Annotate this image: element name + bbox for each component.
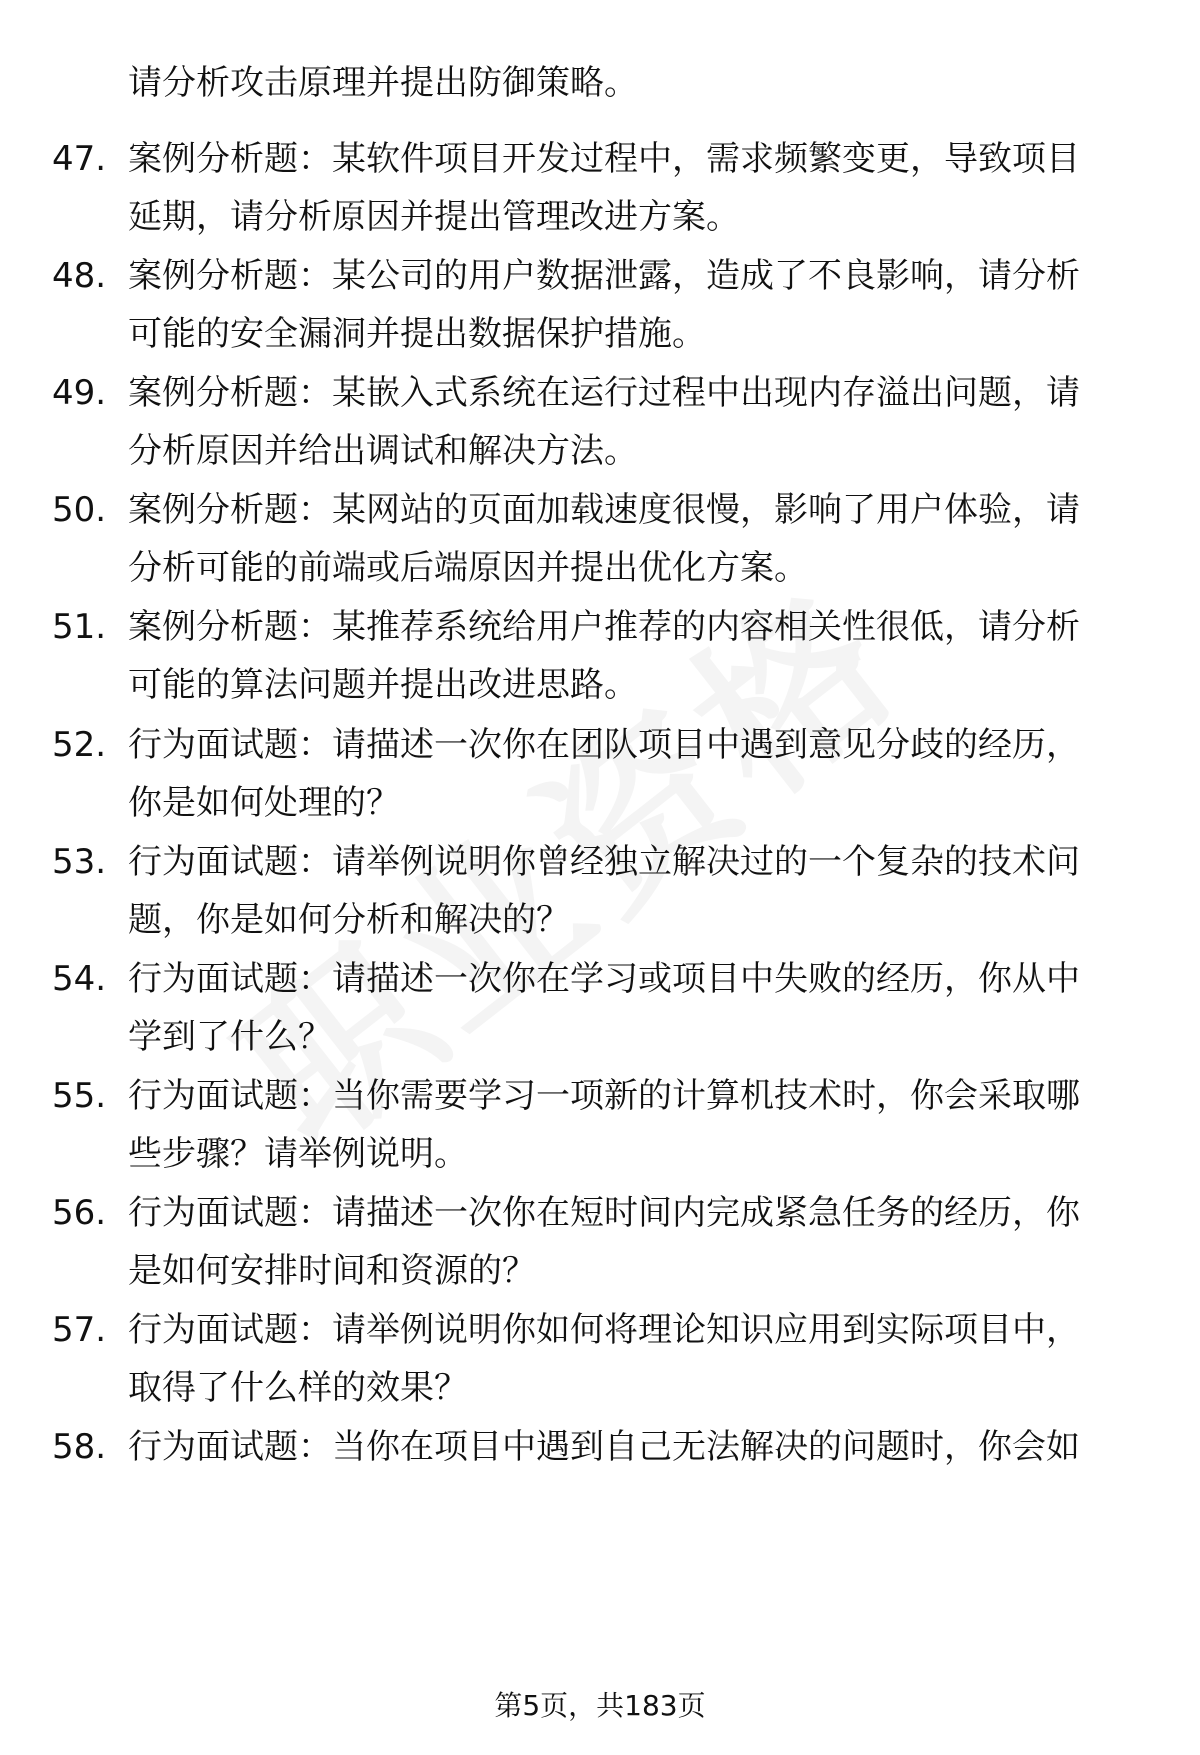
question-line: 行为面试题：请描述一次你在团队项目中遇到意见分歧的经历， (128, 725, 1080, 765)
question-line: 可能的算法问题并提出改进思路。 (128, 665, 638, 705)
question-line: 你是如何处理的？ (128, 783, 400, 823)
question-text (128, 1301, 1138, 1417)
question-text (128, 1184, 1138, 1300)
question-line: 行为面试题：请举例说明你曾经独立解决过的一个复杂的技术问 (128, 842, 1080, 882)
question-line: 分析可能的前端或后端原因并提出优化方案。 (128, 548, 808, 588)
question-line: 案例分析题：某嵌入式系统在运行过程中出现内存溢出问题，请 (128, 373, 1080, 413)
question-number: 49. (52, 373, 107, 413)
question-text (128, 1418, 1138, 1476)
question-number: 51. (52, 607, 107, 647)
question-text (128, 950, 1138, 1066)
question-line: 分析原因并给出调试和解决方法。 (128, 431, 638, 471)
question-text (128, 833, 1138, 949)
question-number: 50. (52, 490, 107, 530)
question-number: 58. (52, 1427, 107, 1467)
question-text (128, 598, 1138, 714)
question-line: 题，你是如何分析和解决的？ (128, 900, 570, 940)
question-number: 54. (52, 959, 107, 999)
question-line: 案例分析题：某推荐系统给用户推荐的内容相关性很低，请分析 (128, 607, 1080, 647)
question-line: 取得了什么样的效果？ (128, 1368, 468, 1408)
question-line: 学到了什么？ (128, 1017, 332, 1057)
continued-question-text: 请分析攻击原理并提出防御策略。 (128, 63, 638, 103)
question-line: 行为面试题：当你在项目中遇到自己无法解决的问题时，你会如 (128, 1427, 1080, 1467)
question-line: 是如何安排时间和资源的？ (128, 1251, 536, 1291)
question-line: 可能的安全漏洞并提出数据保护措施。 (128, 314, 706, 354)
question-number: 48. (52, 256, 107, 296)
question-text (128, 130, 1138, 246)
question-number: 56. (52, 1193, 107, 1233)
question-line: 些步骤？请举例说明。 (128, 1134, 468, 1174)
question-line: 行为面试题：请描述一次你在学习或项目中失败的经历，你从中 (128, 959, 1080, 999)
question-text (128, 364, 1138, 480)
question-text (128, 716, 1138, 832)
page-footer: 第5页，共183页 (494, 1689, 706, 1722)
question-text (128, 481, 1138, 597)
question-line: 案例分析题：某软件项目开发过程中，需求频繁变更，导致项目 (128, 139, 1080, 179)
question-line: 行为面试题：请描述一次你在短时间内完成紧急任务的经历，你 (128, 1193, 1080, 1233)
question-number: 57. (52, 1310, 107, 1350)
question-line: 案例分析题：某网站的页面加载速度很慢，影响了用户体验，请 (128, 490, 1080, 530)
question-number: 47. (52, 139, 107, 179)
question-text (128, 247, 1138, 363)
question-number: 52. (52, 725, 107, 765)
question-number: 55. (52, 1076, 107, 1116)
question-number: 53. (52, 842, 107, 882)
question-text (128, 1067, 1138, 1183)
question-line: 案例分析题：某公司的用户数据泄露，造成了不良影响，请分析 (128, 256, 1080, 296)
question-line: 行为面试题：当你需要学习一项新的计算机技术时，你会采取哪 (128, 1076, 1080, 1116)
question-line: 延期，请分析原因并提出管理改进方案。 (128, 197, 740, 237)
question-line: 行为面试题：请举例说明你如何将理论知识应用到实际项目中， (128, 1310, 1080, 1350)
